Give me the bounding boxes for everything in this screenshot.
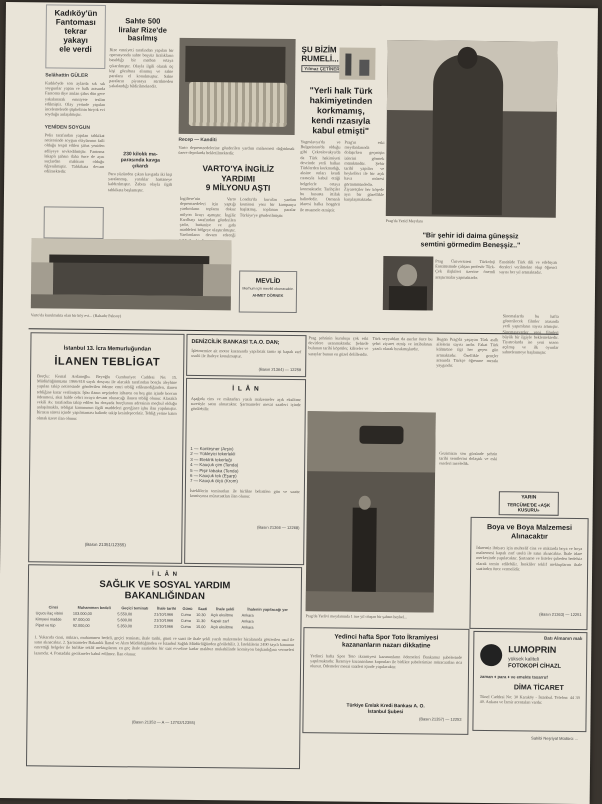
mid-text-1: Prag şehrinin kuruluşu çok eski devirlere uzanmaktadır. Şehirde bulunan tarihi köprüler, kiliseler ve saraylar bunun en güzel delilleridir. bbox=[308, 335, 369, 357]
table-cell: Açık eksiltme bbox=[210, 613, 234, 618]
headline-line: yakayı bbox=[63, 35, 88, 45]
statue-head bbox=[457, 47, 477, 69]
varto-text-2: Londra'da kurulan yardım komitesi yeni bir kampanya başlatmış, toplanan paralar Türkiye'ye gönderilmiştir. bbox=[239, 196, 296, 218]
mid-text-2: Türk seyyahları da asırlar önce bu şehri ziyaret etmiş ve intibalarını yazılı olarak bırakmışlardır. bbox=[372, 335, 433, 352]
ilan2-item: 4 — Kauçuk çim (Tenda) bbox=[190, 462, 239, 468]
table-cell: 21/10/1966 bbox=[154, 624, 174, 629]
subheadline-line: 230 kilolık ma- bbox=[123, 151, 158, 158]
feature-quote bbox=[299, 85, 384, 136]
table-cell: 5.350,00 bbox=[117, 624, 133, 629]
quote-line: "Yerli halk Türk bbox=[309, 85, 373, 96]
col1-byline: Selâhattin GÜLER bbox=[45, 72, 89, 79]
table-cell: 5.600,00 bbox=[117, 618, 133, 623]
table-cell: 21/10/1966 bbox=[154, 618, 174, 623]
feature-series-title bbox=[301, 45, 339, 63]
photo-caption: Recep — Kanditi bbox=[178, 137, 217, 144]
lumoprint-top: Batı Almanın malı bbox=[543, 635, 583, 642]
feature-author: Yılmaz ÇETİNER bbox=[301, 65, 342, 72]
lumoprint-logo-icon bbox=[480, 644, 502, 666]
lumoprint-company: DİMA TİCARET bbox=[513, 684, 564, 692]
ikramiye-footer: (Basın 21357) — 12253 bbox=[419, 716, 462, 722]
table-cell: Ankara bbox=[241, 625, 254, 630]
mevlid-box bbox=[239, 270, 297, 313]
title-line: SAĞLIK VE SOSYAL YARDIM bbox=[99, 579, 231, 592]
quote-line: kendi rızasıyla bbox=[311, 115, 371, 126]
subheadline-line: parasında kavga bbox=[120, 157, 160, 164]
ilan2-box bbox=[184, 378, 306, 565]
table-header: Saati bbox=[197, 607, 208, 612]
col1-text-2: Polis tarafından yapılan tahkikat neticesinde soygun olaylarının faili olduğu tespit edilen şahıs yeniden adliyeye sevkedilmiştir. Fantoma lakaplı şahsın daha önce de aynı suçlardan mahkum olduğu öğrenilmiştir. Tahkikata devam edilmektedir. bbox=[44, 132, 105, 175]
mevlid-text: Merhum için mevlid okunacaktır. bbox=[242, 286, 294, 292]
subheadline-line: çıkardı bbox=[132, 163, 149, 170]
ilan2-item: 3 — Elektrik tekerleği bbox=[190, 456, 232, 463]
quote-line: semtini görmedim Beneşşiz.." bbox=[420, 240, 521, 249]
headline-line: Fantoması bbox=[55, 17, 96, 27]
photo-shadow bbox=[185, 46, 285, 83]
headline-line: basılmış bbox=[127, 33, 158, 43]
table-header: Günü bbox=[182, 606, 193, 611]
ilan2-body: Aşağıda cins ve miktarları yazılı malzemeler açık eksiltme suretiyle satın alınacaktır. Şartnameler mesai saatleri içinde görülebilir. bbox=[190, 395, 301, 412]
table-cell: Açık eksiltme bbox=[210, 625, 234, 630]
headline-line: Kadıköy'ün bbox=[54, 8, 98, 18]
headline-line: ele verdi bbox=[59, 44, 92, 54]
title-line: RUMELİ... bbox=[301, 54, 339, 64]
title-line: Alınacaktır bbox=[510, 531, 548, 541]
ilan2-items bbox=[190, 446, 300, 485]
table-cell: Pipet ve tüp bbox=[35, 623, 56, 628]
portrait-photo bbox=[383, 256, 434, 311]
headline-line: Sahte 500 bbox=[125, 16, 161, 26]
table-header: İhale şekli bbox=[216, 607, 235, 612]
denizcilik-title: DENİZCİLİK BANKASI T.A.O. DAN; bbox=[191, 338, 280, 346]
headline-line: tekrar bbox=[64, 26, 87, 36]
street-photo-caption: Prag'da Yerlivi meydanında 1 nce yıl oluşan bir şahsın heykel... bbox=[305, 613, 408, 620]
table-header: İhalenin yapılacağı yer bbox=[247, 607, 288, 612]
imprint: Sahibi Neşriyat Müdürü: ... bbox=[531, 735, 579, 742]
ilan-footer: (Basın 21351/12355) bbox=[84, 541, 126, 548]
statue-photo bbox=[386, 40, 558, 218]
house bbox=[53, 261, 203, 297]
col2-text-2: Para yüzünden çıkan kavgada iki kişi yaralanmış, yaralılar hastaneye kaldırılmıştır. Zabıta olayla ilgili tahkikata başlamıştır. bbox=[108, 171, 173, 193]
table-cell: 97.000,00 bbox=[72, 617, 90, 622]
sign-line: Türkiye Emlak Kredi Bankası A. O. bbox=[346, 703, 425, 710]
sign-line: İstanbul Şubesi bbox=[367, 709, 404, 716]
lumoprint-address: Tünel Caddesi No: 30 Karaköy - İstanbul. Telefon: 44 39 40. Ankara ve İzmir acentaları vardır. bbox=[479, 693, 580, 705]
table-cell: 15.00 bbox=[196, 625, 206, 630]
col1-headline bbox=[46, 8, 104, 54]
man-head bbox=[359, 496, 371, 510]
table-cell: 21/10/1966 bbox=[154, 612, 174, 617]
col1-text: Kadıköyde son aylarda sık sık soygunlar yapan ve halk arasında Fantoma diye anılan şahıs dün gece yakalanarak emniyete teslim edilmiştir. Olay yerinde yapılan incelemelerde şüphelinin birçok evi soyduğu anlaşılmıştır. bbox=[44, 80, 106, 118]
mid-text-4: Gezimizin son gününde şehrin tarihi semtlerini dolaştık ve eski eserleri inceledik. bbox=[439, 450, 498, 467]
ilan2-body-2: İsteklilerin teminatları ile birlikte belirtilen gün ve saatte komisyona müracaatları ilan olunur. bbox=[189, 487, 300, 499]
yarin-text: TERCÜME'DE «AŞK KUSURU» bbox=[507, 502, 551, 513]
table-header: Muhammen bedeli bbox=[77, 605, 111, 611]
ilan-title: İLANEN TEBLİGAT bbox=[54, 355, 161, 369]
quote-line: hakimiyetinden bbox=[309, 95, 373, 106]
lumoprint-brand: LUMOPRIN bbox=[508, 644, 557, 655]
title-line: Boya ve Boya Malzemesi bbox=[486, 522, 573, 532]
col1-small-box bbox=[44, 206, 104, 239]
lumoprint-line1: yüksek kaliteli bbox=[508, 656, 540, 663]
headline-line: YARDIMI bbox=[221, 173, 256, 184]
saglik-table bbox=[34, 604, 294, 631]
saglik-footer: (Basın 21353 — A — 12702/12355) bbox=[131, 719, 196, 726]
boya-body: İdaremiz ihtiyacı için muhtelif cins ve miktarda boya ve boya malzemesi kapalı zarf usulü ile satın alınacaktır. İhale idare merkezinde yapılacaktır. Şartname ve listeler şubeden bedelsiz olarak temin edilebilir. İstekliler teklif mektuplarını ihale saatinden önce vermelidir. bbox=[476, 544, 583, 572]
col1-subhead: YENİDEN SOYGUN bbox=[44, 124, 91, 131]
lumoprint-line3: zaman ♦ para ♦ ve emekte tasarruf bbox=[479, 674, 548, 680]
table-cell: Ankara bbox=[241, 613, 254, 618]
table-header: Geçici teminatı bbox=[121, 606, 149, 611]
col2-headline bbox=[110, 17, 176, 43]
headline-line: VARTO'YA İNGİLİZ bbox=[202, 164, 275, 174]
face bbox=[397, 264, 417, 286]
ilan-top-line: İstanbul 13. İcra Memurluğundan bbox=[63, 345, 152, 353]
denizcilik-body: İşletmemize ait motor kazanında yapılacak tamir işi kapalı zarf usulü ile ihaleye konulmuştur. bbox=[191, 347, 302, 359]
col2-subheadline bbox=[108, 151, 172, 170]
headline-line: liralar Rize'de bbox=[118, 24, 168, 35]
tower bbox=[359, 60, 369, 76]
ilan2-title: İ L Â N bbox=[232, 385, 260, 393]
ilan2-footer: (Basın 21366 — 12268) bbox=[257, 524, 300, 530]
table-cell: Cuma bbox=[180, 612, 191, 617]
pavement bbox=[306, 591, 434, 612]
yarin-box bbox=[499, 491, 559, 516]
mid-text-3: Bugün Prag'da yaşayan Türk asıllı ailelerin sayısı azdır. Fakat Türk kültürüne ilgi her geçen gün artmaktadır. Özellikle gençler arasında Türkçe öğrenme merakı yaygındır. bbox=[436, 336, 499, 368]
headline-line: 9 MİLYONU AŞTI bbox=[205, 183, 271, 193]
table-cell: Cuma bbox=[180, 618, 191, 623]
lumoprint-box bbox=[472, 631, 587, 732]
quote-line: korkmamış, bbox=[316, 105, 365, 116]
denizcilik-box bbox=[186, 334, 306, 377]
title-line: kazananların nazarı dikkatine bbox=[342, 641, 431, 650]
col2-text: Rize emniyeti tarafından yapılan bir operasyonda sahte beşyüz liralıkların basıldığı bir matbaa ortaya çıkarılmıştır. Olayla ilgili olarak üç kişi gözaltına alınmış ve sahte paralara el konulmuştur. Sahte paraların piyasaya sürülmeden yakalandığı bildirilmektedir. bbox=[109, 47, 174, 90]
ilan2-item: 1 — Konteyner (Arşiv) bbox=[190, 445, 234, 452]
title-line: ŞU BİZİM bbox=[301, 45, 337, 55]
denizcilik-footer: (Basın 21364) — 12259 bbox=[258, 366, 302, 373]
quote-line: kabul etmişti" bbox=[312, 125, 370, 136]
village-house-photo bbox=[31, 238, 232, 310]
ilan-tebligat-box bbox=[28, 332, 184, 564]
statue-photo-caption: Prag'da Yezid Meydanı bbox=[385, 217, 423, 224]
table-cell: 10.30 bbox=[196, 613, 206, 618]
table-cell: Cuma bbox=[180, 624, 191, 629]
ilan2-item: 2 — Yükleyici tekerlekli bbox=[190, 451, 236, 457]
table-cell: 11.30 bbox=[196, 619, 206, 624]
varto-photo bbox=[179, 38, 296, 135]
table-cell: Kapalı zarf bbox=[210, 619, 229, 624]
ilan2-item: 6 — Kauçuk tek (Eşarp) bbox=[190, 472, 237, 479]
table-cell: Kimyevi madde bbox=[35, 617, 62, 622]
feature-text-1: Yugoslavya'da ve Bulgaristan'da olduğu gibi Çekoslovakya'da da Türk hakimiyeti devrinde yerli halkın Türklerden korkmadığı, aksine onları kendi rızasıyla kabul ettiği belgelerle ortaya konmaktadır. Tarihçiler bu hususta ittifak halindedir. Osmanlı idaresi halka hoşgörü ile muamele etmiştir. bbox=[299, 139, 341, 213]
castle-sketch bbox=[339, 47, 375, 79]
feature-text-2: Prag'ın eski meydanlarında dolaşırken geçmişin izlerini görmek mümkündür. Şehir tarihî yapıları ve heykelleri ile bir açık hava müzesi görünümündedir. Ziyaretçiler her köşede ayrı bir güzellikle karşılaşmaktadır. bbox=[343, 139, 385, 203]
boya-title bbox=[471, 522, 587, 541]
street-photo bbox=[306, 411, 436, 612]
sign bbox=[359, 426, 403, 444]
varto-headline bbox=[180, 164, 296, 194]
statue bbox=[432, 54, 504, 215]
ilan-body: Borçlu: Kemal Ardanoğlu. Beyoğlu Cumhuriyet Caddesi No: 15. Müdürlüğümüzün 1966/418 sayılı dosyası ile alacaklı tarafından borçlu aleyhine yapılan takip neticesinde gönderilen ödeme emri tebliğ edilemediğinden, ilanen tebliğine karar verilmiştir. İşbu ilanın neşrinden itibaren on beş gün içinde borcun ödenmesi, aksi halde cebri icraya devam olunacağı ilanen tebliğ olunur. Alacaklı vekili Av. tarafından takip edilen bu dosyada borçlunun adresinin meçhul olduğu anlaşılmakla, tebligat kanununun ilgili maddeleri gereğince işbu ilan yapılmıştır. İtirazın süresi içinde yapılmaması halinde takip kesinleşecektir. Tebliğ yerine kaim olmak üzere ilan olunur. bbox=[36, 373, 178, 421]
saglik-top-line: İ L Â N bbox=[152, 571, 178, 578]
photo-caption-text: Varto depremzedelerine gönderilen yardım malzemesi dağıtılmak üzere depolarda bekletilmektedir. bbox=[178, 144, 295, 156]
mevlid-title: MEVLİD bbox=[255, 277, 281, 285]
feature-quote-2 bbox=[383, 232, 557, 251]
table-header: İhale tarihi bbox=[157, 606, 177, 611]
saglik-title bbox=[29, 578, 301, 603]
boya-footer: (Basın 21363) — 12251 bbox=[539, 611, 582, 618]
table-cell: 103.000,00 bbox=[72, 611, 92, 616]
suit bbox=[389, 286, 427, 310]
yarin-label: YARIN bbox=[521, 494, 537, 501]
title-line: BAKANLIĞINDAN bbox=[124, 590, 205, 603]
saglik-box bbox=[26, 564, 302, 769]
table-cell: Uçucu ilaç vitrini bbox=[35, 611, 64, 616]
ikramiye-box bbox=[302, 627, 469, 735]
ikramiye-title bbox=[304, 633, 468, 651]
lumoprint-line2: FOTOKOPİ CİHAZL bbox=[508, 663, 562, 670]
table-cell: 5.550,00 bbox=[117, 612, 133, 617]
title-line: Yedinci hafta Spor Toto İkramiyesi bbox=[334, 633, 439, 642]
feature-text-3: Prag Üniversitesi Türkoloji Enstitüsünde çalışan profesör Türk-Çek ilişkileri üzerine önemli araştırmalar yapmaktadır. bbox=[435, 258, 496, 280]
table-header: Cinsi bbox=[48, 605, 58, 610]
mevlid-signature: AHMET DÖRNEK bbox=[252, 293, 284, 298]
roof bbox=[49, 254, 209, 264]
table-cell: 92.000,00 bbox=[72, 623, 90, 628]
quote-line: "Bir şehir idi daima güneşsiz bbox=[422, 232, 519, 241]
house-photo-caption: Varto'da kurulmakta olan bir köy evi... (Bahadır Paksoy) bbox=[30, 312, 122, 319]
photo-goods bbox=[189, 82, 287, 127]
boya-box bbox=[469, 517, 588, 630]
tower bbox=[345, 54, 351, 76]
col1-headline-box bbox=[45, 4, 106, 69]
right-text-1: Sinemalarda bu hafta gösterilecek filmler arasında yerli yapımların sayısı artmıştır. Sinemaseverler yeni filmleri büyük bir ilgiyle beklemektedir. Tiyatrolarda ise yeni sezon açılmış ve ilk oyunlar sahnelenmeye başlamıştır. bbox=[502, 313, 559, 356]
feature-text-4: Enstitüde Türk dili ve edebiyatı dersleri verilmekte olup öğrenci sayısı her yıl artmaktadır. bbox=[499, 259, 558, 276]
ilan2-item: 5 — Pişir tabaka (Tenda) bbox=[190, 467, 239, 474]
ikramiye-body: Yedinci hafta Spor Toto ikramiyesi kazananların ödemeleri Bankamız şubelerinde yapılmaktadır. İkramiye kazananların kuponları ile birlikte şubelerimize müracaatları rica olunur. Ödemeler mesai saatleri içinde yapılacaktır. bbox=[310, 653, 463, 670]
ilan2-item: 7 — Kauçuk ölçü (Krom) bbox=[189, 478, 238, 484]
newspaper-page bbox=[0, 2, 598, 804]
varto-text-1: İngiltere'nin Varto depremzedeleri için yaptığı yardımların toplamı dokuz milyon lirayı aşmıştır. İngiliz Kızılhaçı tarafından gönderilen çadır, battaniye ve gıda maddeleri bölgeye ulaştırılmıştır. Yardımların devam edeceği bbox=[179, 195, 236, 238]
saglik-body: 1. Yukarıda cinsi, miktarı, muhammen bedeli, geçici teminatı, ihale tarihi, günü ve saati ile ihale şekli yazılı malzemeler hizalarında gösterilen usul ile satın alınacaktır. 2. Şartnameler Bakanlık İkmal ve Alım Müdürlüğünden ve İstanbul Sağlık Müdürlüğünden görülebilir. 3. İsteklilerin 2490 sayılı kanunun emrettiği belgeler ile birlikte teklif mektuplarını en geç ihale saatinden bir saat evveline kadar makbuz mukabilinde komisyon başkanlığına vermeleri lazımdır. 4. Postadaki gecikmeler kabul edilmez. İlan olunur. bbox=[34, 634, 295, 657]
ground bbox=[31, 294, 231, 310]
table-cell: Ankara bbox=[241, 619, 254, 624]
